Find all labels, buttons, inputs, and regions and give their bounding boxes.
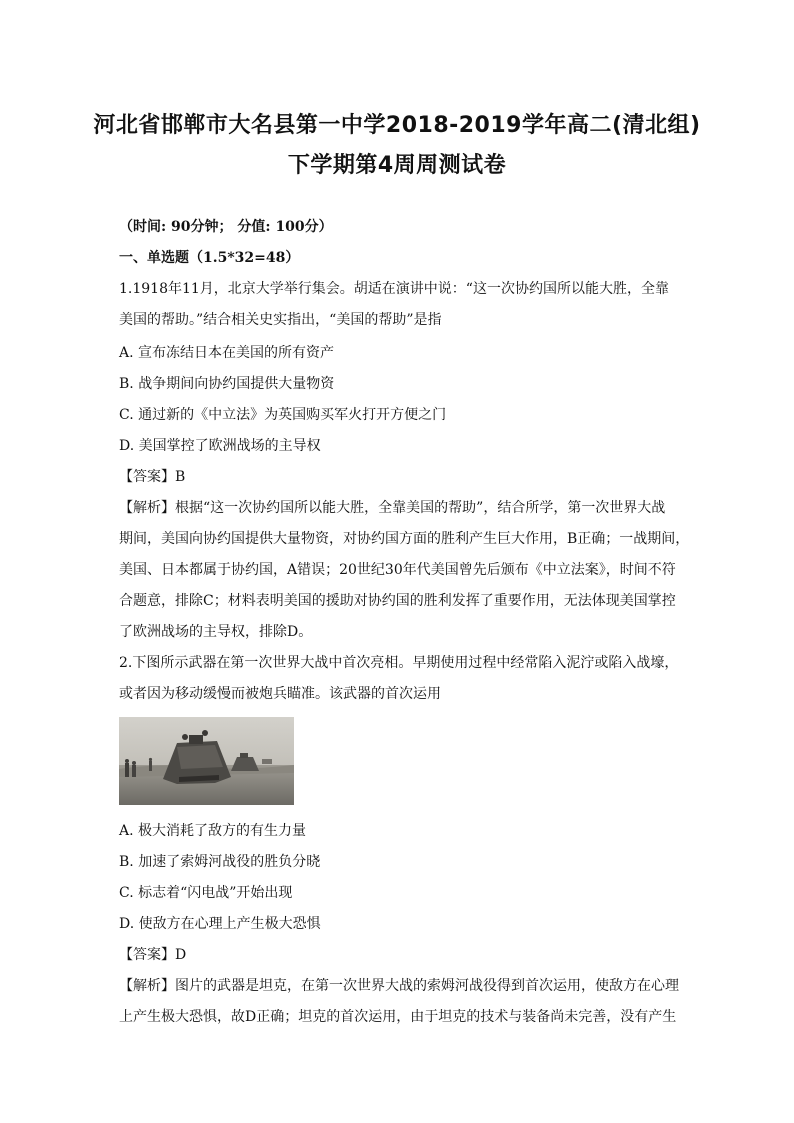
q1-option-d: D. 美国掌控了欧洲战场的主导权 bbox=[119, 438, 321, 454]
q1-analysis-line: 美国、日本都属于协约国，A错误；20世纪30年代美国曾先后颁布《中立法案》，时间不符 bbox=[119, 562, 676, 578]
q1-analysis-line: 了欧洲战场的主导权，排除D。 bbox=[119, 624, 313, 640]
q2-analysis-line: 上产生极大恐惧，故D正确；坦克的首次运用，由于坦克的技术与装备尚未完善，没有产生 bbox=[119, 1009, 677, 1025]
q2-option-a: A. 极大消耗了敌方的有生力量 bbox=[119, 823, 307, 839]
q1-option-a: A. 宣布冻结日本在美国的所有资产 bbox=[119, 345, 335, 361]
q1-option-c: C. 通过新的《中立法》为英国购买军火打开方便之门 bbox=[119, 407, 447, 423]
q1-analysis-line: 合题意，排除C；材料表明美国的援助对协约国的胜利发挥了重要作用，无法体现美国掌控 bbox=[119, 593, 676, 609]
q2-option-d: D. 使敌方在心理上产生极大恐惧 bbox=[119, 916, 321, 932]
q2-stem-line: 2.下图所示武器在第一次世界大战中首次亮相。早期使用过程中经常陷入泥泞或陷入战壕， bbox=[119, 655, 679, 671]
q1-option-b: B. 战争期间向协约国提供大量物资 bbox=[119, 376, 335, 392]
q2-option-b: B. 加速了索姆河战役的胜负分晓 bbox=[119, 854, 321, 870]
section-heading: 一、单选题（1.5*32=48） bbox=[119, 250, 300, 266]
tank-photo-drawing bbox=[119, 717, 294, 805]
q2-answer: 【答案】D bbox=[119, 947, 187, 963]
q2-analysis-line: 【解析】图片的武器是坦克，在第一次世界大战的索姆河战役得到首次运用，使敌方在心理 bbox=[119, 978, 679, 994]
document-title-line-2: 下学期第4周周测试卷 bbox=[287, 153, 507, 178]
tank-photo bbox=[119, 717, 294, 805]
q2-stem-line: 或者因为移动缓慢而被炮兵瞄准。该武器的首次运用 bbox=[119, 686, 441, 702]
q1-stem-line: 1.1918年11月，北京大学举行集会。胡适在演讲中说：“这一次协约国所以能大胜，全靠 bbox=[119, 281, 669, 297]
q2-option-c: C. 标志着“闪电战”开始出现 bbox=[119, 885, 293, 901]
q1-analysis-line: 期间，美国向协约国提供大量物资，对协约国方面的胜利产生巨大作用，B正确；一战期间， bbox=[119, 531, 690, 547]
q1-answer: 【答案】B bbox=[119, 469, 186, 485]
exam-info: （时间: 90分钟； 分值: 100分） bbox=[119, 219, 333, 235]
q1-stem-line: 美国的帮助。”结合相关史实指出，“美国的帮助”是指 bbox=[119, 312, 442, 328]
q1-analysis-line: 【解析】根据“这一次协约国所以能大胜，全靠美国的帮助”，结合所学，第一次世界大战 bbox=[119, 500, 666, 516]
document-title-line-1: 河北省邯郸市大名县第一中学2018-2019学年高二(清北组) bbox=[93, 113, 701, 138]
